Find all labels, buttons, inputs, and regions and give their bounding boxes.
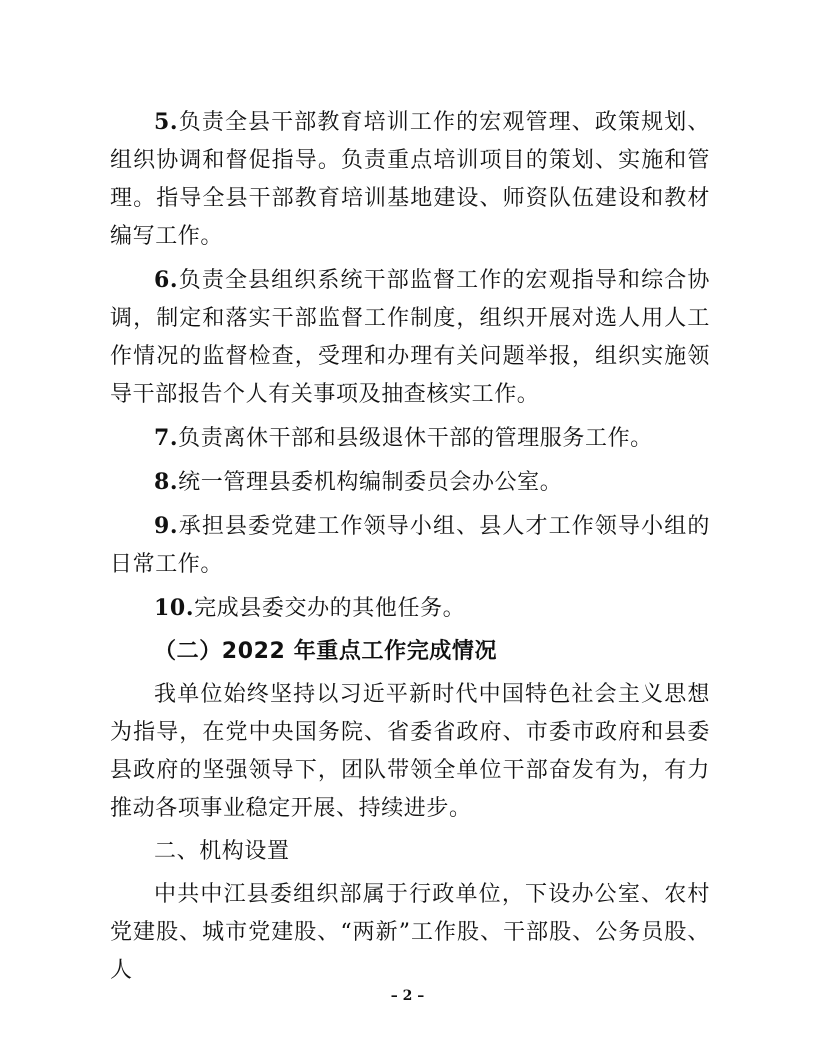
item-number: 10.: [154, 595, 195, 621]
duty-item-9: [110, 507, 710, 584]
item-text: 统一管理县委机构编制委员会办公室。: [178, 470, 563, 495]
duty-item-10: [110, 589, 710, 628]
document-body: [110, 103, 710, 990]
item-number: 8.: [154, 469, 179, 495]
summary-paragraph: 我单位始终坚持以习近平新时代中国特色社会主义思想为指导，在党中央国务院、省委省政府、市委市政府和县委县政府的坚强领导下，团队带领全单位干部奋发有为，有力推动各项事业稳定开展、持续进步。: [110, 682, 710, 821]
item-text: 承担县委党建工作领导小组、县人才工作领导小组的日常工作。: [110, 514, 710, 577]
sub-heading-key-work: （二）2022 年重点工作完成情况: [154, 639, 498, 664]
organization-paragraph: 中共中江县委组织部属于行政单位，下设办公室、农村党建股、城市党建股、“两新”工作股、干部股、公务员股、人: [110, 882, 710, 983]
item-number: 5.: [154, 109, 179, 135]
duty-item-8: [110, 463, 710, 502]
item-number: 6.: [154, 267, 179, 293]
item-number: 7.: [154, 425, 179, 451]
duty-item-5: [110, 103, 710, 256]
item-number: 9.: [154, 513, 179, 539]
item-text: 负责全县组织系统干部监督工作的宏观指导和综合协调，制定和落实干部监督工作制度，组织开展对选人用人工作情况的监督检查，受理和办理有关问题举报，组织实施领导干部报告个人有关事项及抽查核实工作。: [110, 268, 710, 407]
item-text: 完成县委交办的其他任务。: [194, 596, 466, 621]
section-heading-organization: 二、机构设置: [154, 839, 290, 864]
item-text: 负责离休干部和县级退休干部的管理服务工作。: [178, 426, 653, 451]
page-number: – 2 –: [390, 988, 425, 1004]
duty-item-7: [110, 419, 710, 458]
duty-item-6: [110, 261, 710, 414]
item-text: 负责全县干部教育培训工作的宏观管理、政策规划、组织协调和督促指导。负责重点培训项目的策划、实施和管理。指导全县干部教育培训基地建设、师资队伍建设和教材编写工作。: [110, 110, 710, 249]
